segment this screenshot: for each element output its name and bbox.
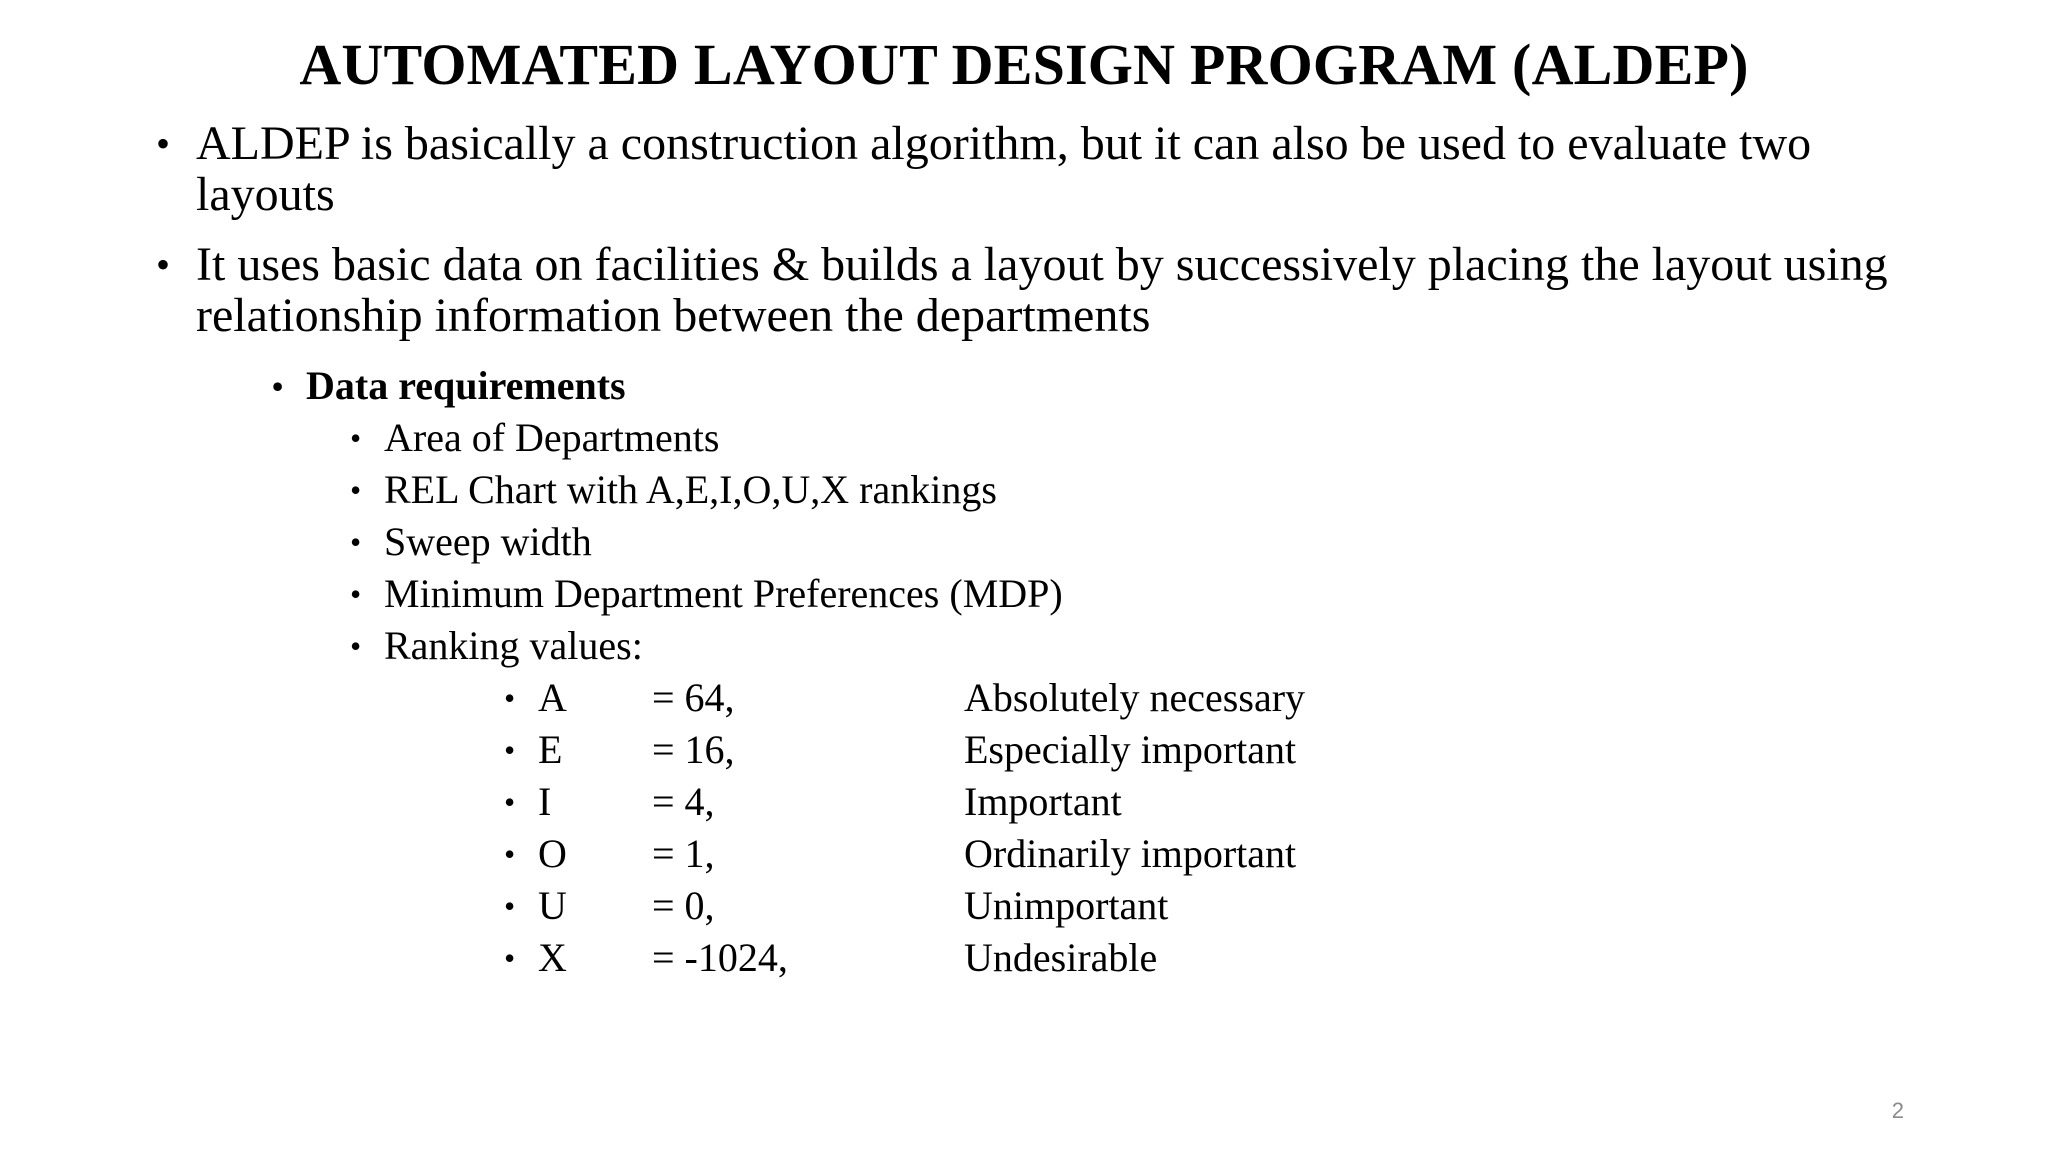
- requirement-item: [350, 412, 1928, 464]
- ranking-letter: E: [538, 727, 563, 772]
- ranking-description: Undesirable: [964, 935, 1158, 980]
- ranking-row: [504, 724, 1928, 776]
- requirement-item: [350, 464, 1928, 516]
- ranking-letter: A: [538, 675, 567, 720]
- bullet-icon: •: [350, 576, 362, 612]
- slide-title: AUTOMATED LAYOUT DESIGN PROGRAM (ALDEP): [299, 32, 1749, 97]
- requirement-item: [350, 568, 1928, 620]
- ranking-letter: U: [538, 883, 567, 928]
- ranking-description: Especially important: [964, 727, 1297, 772]
- ranking-value: = 0,: [652, 883, 715, 928]
- page-number: 2: [1891, 1098, 1904, 1123]
- ranking-row: [504, 880, 1928, 932]
- ranking-value: = 1,: [652, 831, 715, 876]
- bullet-icon: •: [350, 628, 362, 664]
- requirement-text: REL Chart with A,E,I,O,U,X rankings: [384, 467, 997, 512]
- ranking-description: Ordinarily important: [964, 831, 1297, 876]
- requirement-text: Ranking values:: [384, 623, 643, 668]
- ranking-description: Unimportant: [964, 883, 1169, 928]
- ranking-row: [504, 828, 1928, 880]
- bullet-icon: •: [272, 368, 284, 404]
- ranking-value: = 16,: [652, 727, 735, 772]
- ranking-row: [504, 932, 1928, 984]
- ranking-row: [504, 776, 1928, 828]
- bullet-icon: •: [156, 242, 171, 287]
- slide-content: [148, 118, 1928, 984]
- ranking-description: Important: [964, 779, 1122, 824]
- requirement-text: Minimum Department Preferences (MDP): [384, 571, 1063, 616]
- bullet-icon: •: [156, 121, 171, 166]
- data-requirements-heading: [272, 360, 1928, 412]
- requirement-item: [350, 516, 1928, 568]
- bullet-icon: •: [350, 524, 362, 560]
- ranking-letter: I: [538, 779, 552, 824]
- bullet-item: [148, 118, 1928, 220]
- requirement-text: Sweep width: [384, 519, 592, 564]
- bullet-icon: •: [504, 784, 516, 820]
- requirement-text: Area of Departments: [384, 415, 720, 460]
- ranking-letter: O: [538, 831, 567, 876]
- bullet-icon: •: [504, 732, 516, 768]
- bullet-icon: •: [350, 420, 362, 456]
- bullet-icon: •: [504, 836, 516, 872]
- ranking-row: [504, 672, 1928, 724]
- ranking-value: = -1024,: [652, 935, 788, 980]
- ranking-value: = 4,: [652, 779, 715, 824]
- bullet-text: ALDEP is basically a construction algorithm, but it can also be used to evaluate two layouts: [196, 117, 1812, 221]
- ranking-description: Absolutely necessary: [964, 675, 1306, 720]
- heading-text: Data requirements: [306, 363, 626, 408]
- bullet-item: [148, 239, 1928, 341]
- bullet-icon: •: [504, 888, 516, 924]
- bullet-icon: •: [504, 940, 516, 976]
- bullet-icon: •: [350, 472, 362, 508]
- ranking-letter: X: [538, 935, 567, 980]
- bullet-text: It uses basic data on facilities & builds a layout by successively placing the layout using relationship information between the departments: [196, 238, 1888, 342]
- bullet-icon: •: [504, 680, 516, 716]
- requirement-item: [350, 620, 1928, 672]
- ranking-value: = 64,: [652, 675, 735, 720]
